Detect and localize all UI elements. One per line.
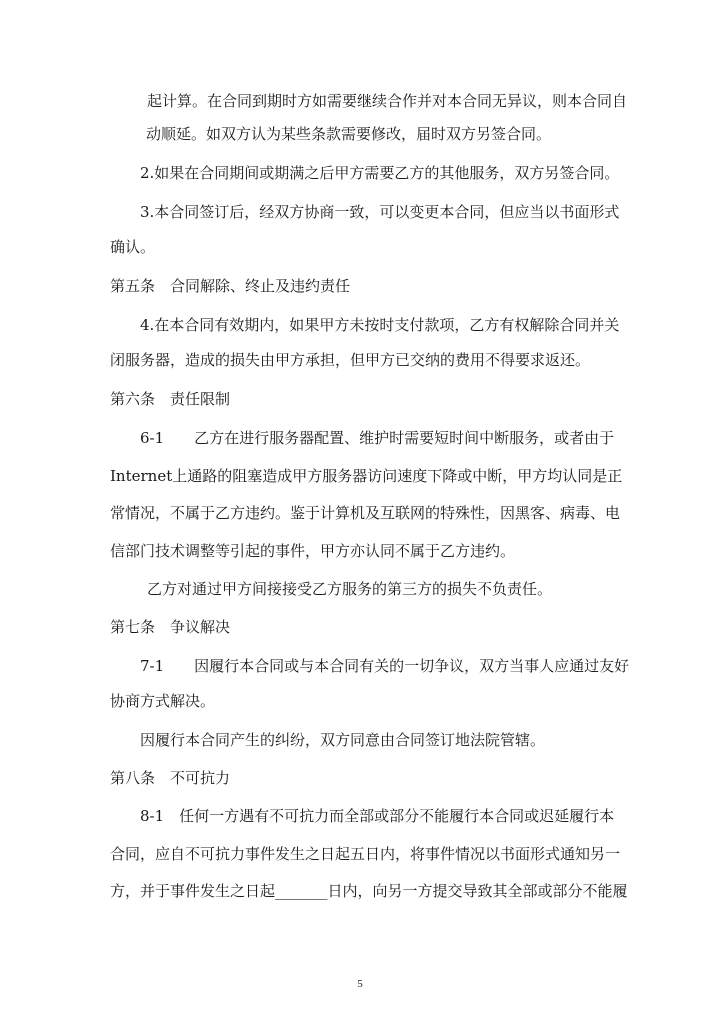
- section-heading-8: 第八条 不可抗力: [110, 769, 231, 787]
- list-item-4: 4.在本合同有效期内，如果甲方未按时支付款项，乙方有权解除合同并关: [140, 316, 620, 334]
- clause-7-1: 7-1 因履行本合同或与本合同有关的一切争议，双方当事人应通过友好: [140, 657, 630, 675]
- list-item-2: 2.如果在合同期间或期满之后甲方需要乙方的其他服务，双方另签合同。: [140, 164, 620, 182]
- section-heading-7: 第七条 争议解决: [110, 618, 231, 636]
- paragraph-line: 合同，应自不可抗力事件发生之日起五日内，将事件情况以书面形式通知另一: [110, 845, 621, 863]
- paragraph-line: 动顺延。如双方认为某些条款需要修改，届时双方另签合同。: [146, 125, 552, 143]
- paragraph-line: 闭服务器，造成的损失由甲方承担，但甲方已交纳的费用不得要求返还。: [110, 351, 591, 369]
- clause-8-1: 8-1 任何一方遇有不可抗力而全部或部分不能履行本合同或迟延履行本: [140, 807, 615, 825]
- paragraph-line: Internet上通路的阻塞造成甲方服务器访问速度下降或中断，甲方均认同是正: [110, 467, 623, 485]
- list-item-3: 3.本合同签订后，经双方协商一致，可以变更本合同，但应当以书面形式: [140, 203, 620, 221]
- paragraph-line: 方，并于事件发生之日起_______日内，向另一方提交导致其全部或部分不能履: [110, 882, 628, 900]
- paragraph-line: 乙方对通过甲方间接接受乙方服务的第三方的损失不负责任。: [147, 580, 553, 598]
- paragraph-line: 确认。: [110, 238, 156, 256]
- section-heading-6: 第六条 责任限制: [110, 390, 231, 408]
- paragraph-line: 起计算。在合同到期时方如需要继续合作并对本合同无异议，则本合同自: [147, 92, 628, 110]
- paragraph-line: 协商方式解决。: [110, 692, 216, 710]
- paragraph-line: 信部门技术调整等引起的事件，甲方亦认同不属于乙方违约。: [110, 542, 516, 560]
- clause-6-1: 6-1 乙方在进行服务器配置、维护时需要短时间中断服务，或者由于: [140, 429, 615, 447]
- page-number: 5: [357, 978, 363, 990]
- section-heading-5: 第五条 合同解除、终止及违约责任: [110, 277, 351, 295]
- paragraph-line: 常情况，不属于乙方违约。鉴于计算机及互联网的特殊性，因黑客、病毒、电: [110, 504, 621, 522]
- paragraph-line: 因履行本合同产生的纠纷，双方同意由合同签订地法院管辖。: [140, 731, 546, 749]
